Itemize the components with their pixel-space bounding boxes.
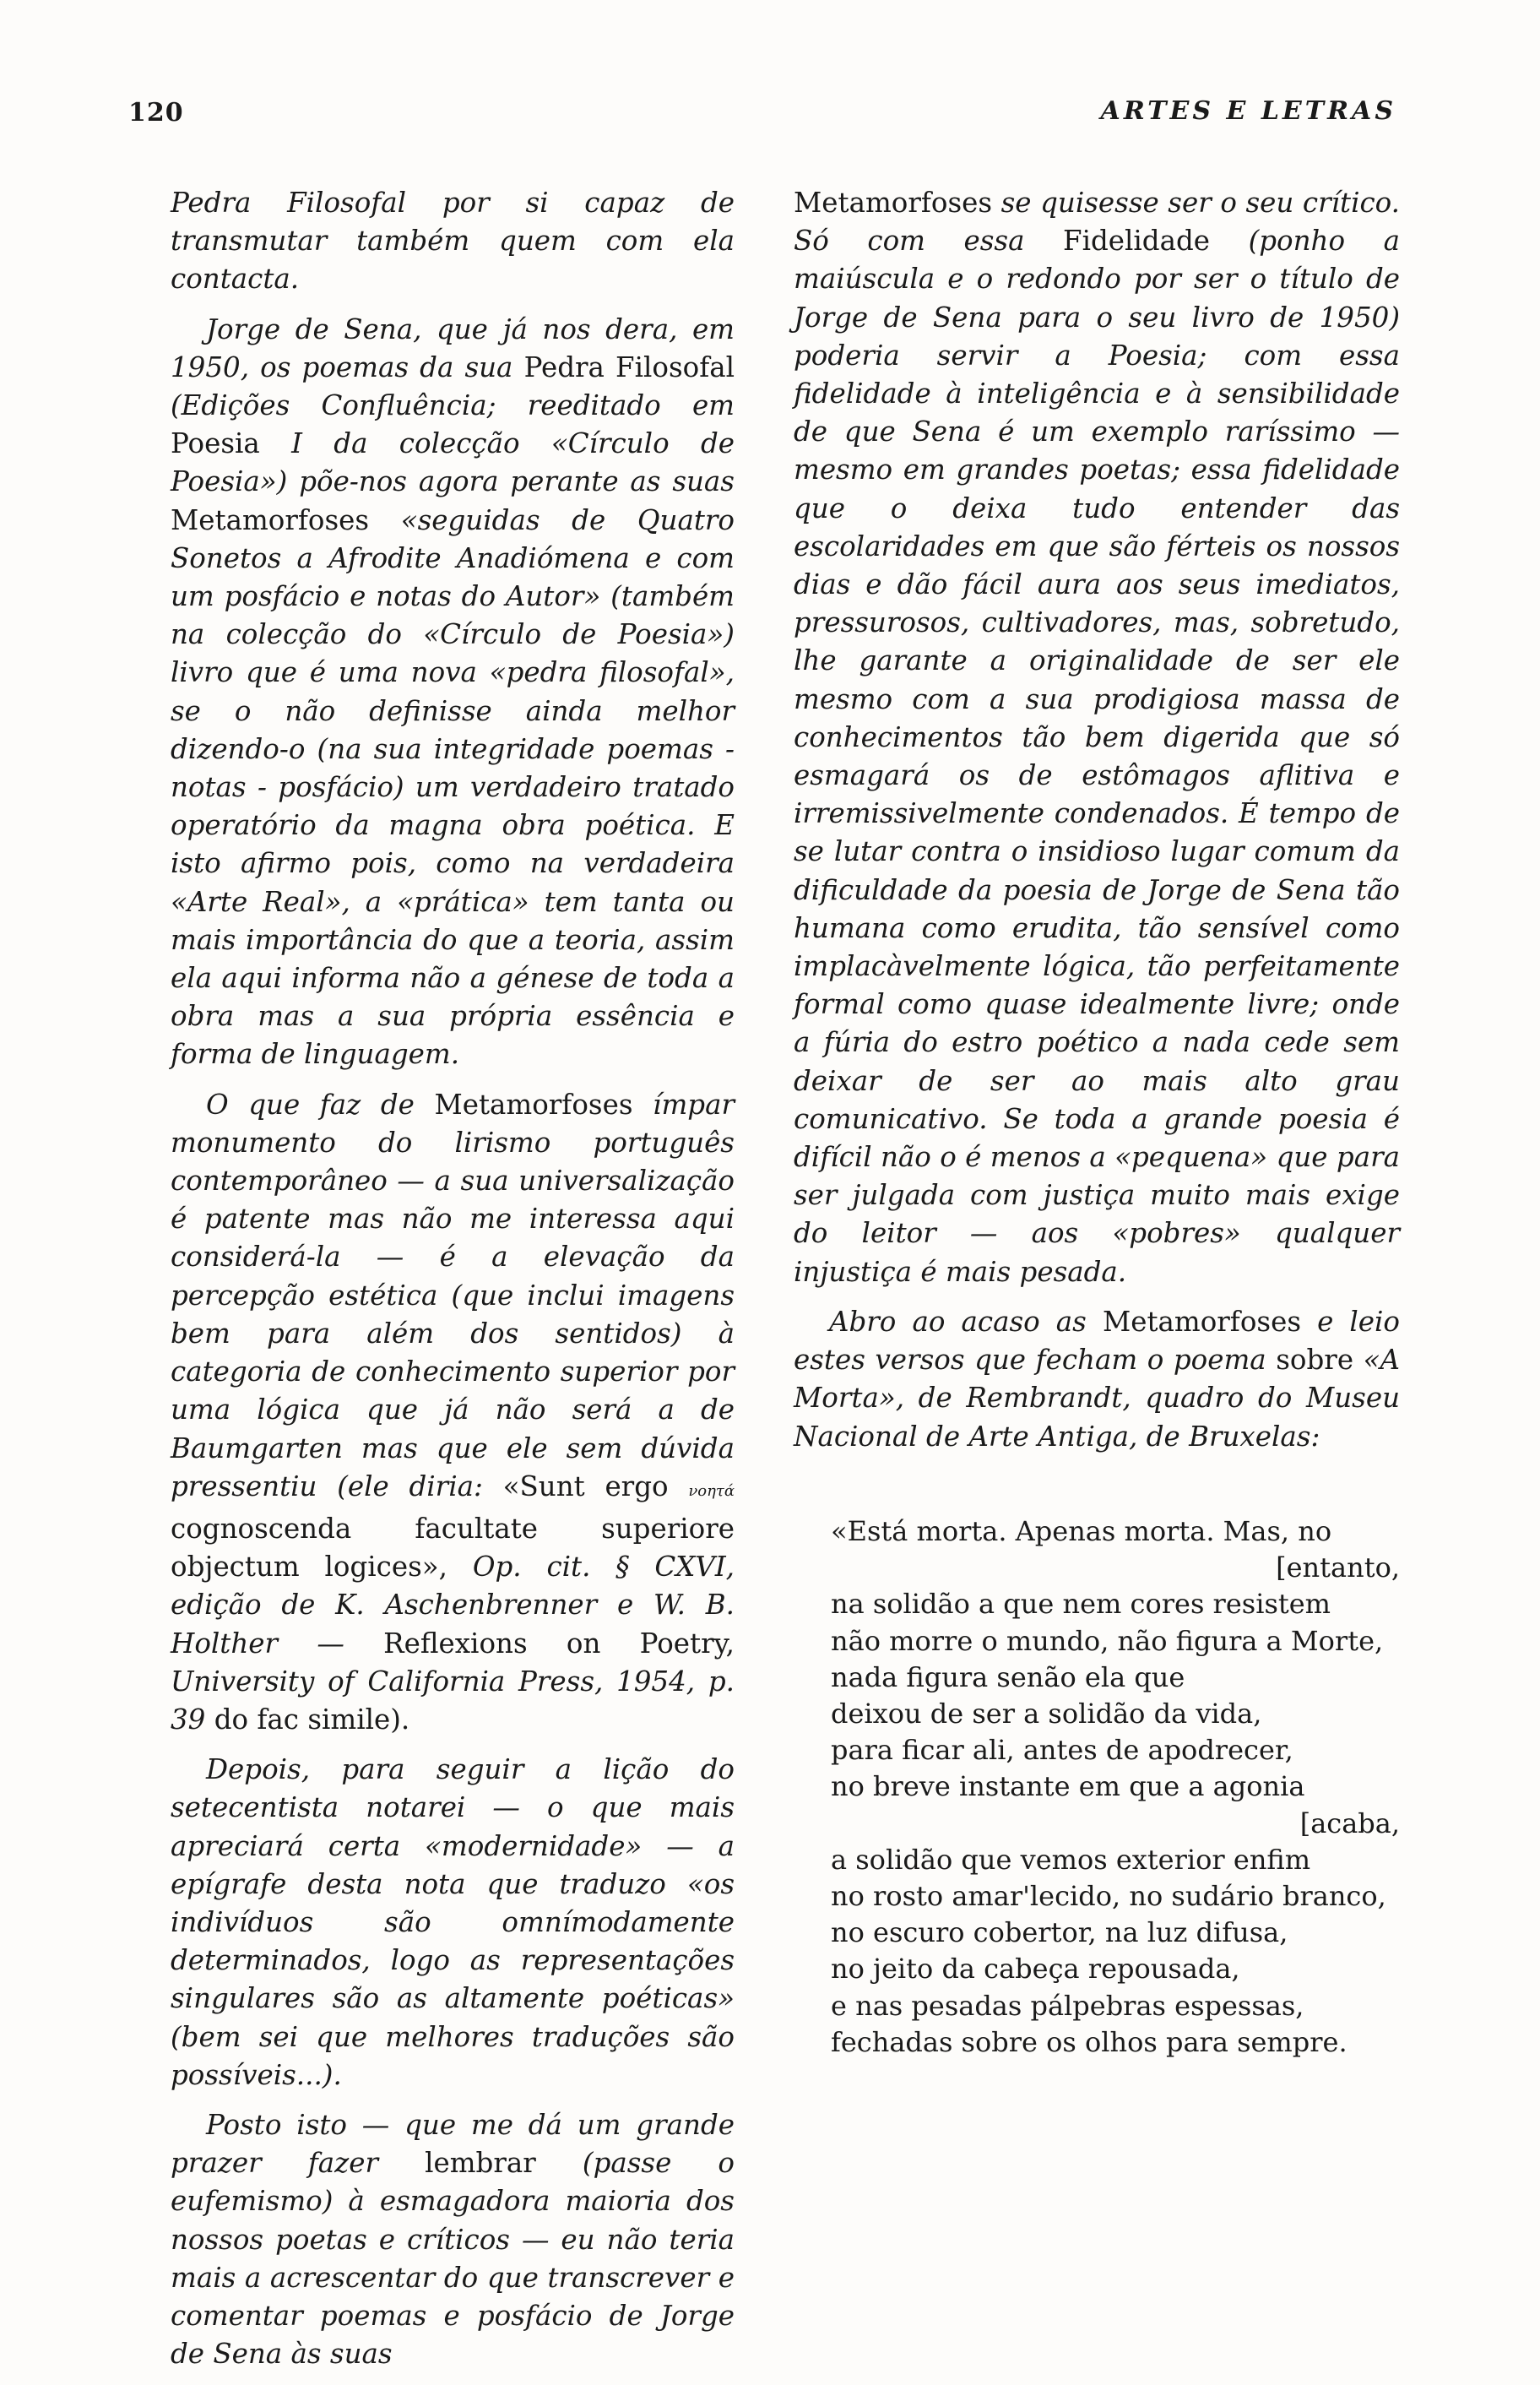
text-span: e leio estes versos que fecham o poema [794, 1305, 1400, 1377]
poem-line-continuation: [acaba, [1299, 1806, 1400, 1839]
text-span: sobre [1276, 1344, 1354, 1377]
page-number: 120 [128, 98, 184, 128]
poem-line: no rosto amar'lecido, no sudário branco, [831, 1880, 1386, 1913]
text-span: lembrar [425, 2147, 536, 2180]
book-title: Reflexions on Poetry, [383, 1627, 735, 1660]
text-span: «A Morta», de Rembrandt, quadro do Museu Nacional de Arte Antiga, de Bruxelas: [794, 1344, 1400, 1453]
paragraph-2 [171, 311, 735, 1074]
poem-line: para ficar ali, antes de apodrecer, [831, 1734, 1293, 1767]
text-span: (passe o eufemismo) à esmagadora maioria dos nossos poetas e críticos — eu não teria mais a acrescentar do que transcrever e comentar poemas e posfácio de Jorge de Sena às suas [171, 2147, 735, 2371]
book-title: Poesia [171, 427, 260, 460]
poem-line: não morre o mundo, não figura a Morte, [831, 1624, 1384, 1657]
poem-quote [831, 1513, 1400, 2061]
latin-quote: cognoscenda facultate superiore objectum logices», [171, 1512, 735, 1584]
paragraph-intro-poem [794, 1303, 1400, 1456]
poem-line: a solidão que vemos exterior enfim [831, 1843, 1311, 1876]
text-span: I da colecção «Círculo de Poesia») põe-nos agora perante as suas [171, 427, 735, 498]
paragraph-continued [794, 184, 1400, 1291]
poem-line: nada figura senão ela que [831, 1660, 1185, 1693]
text-span: «seguidas de Quatro Sonetos a Afrodite Anadiómena e com um posfácio e notas do Autor» (também na colecção do «Círculo de Poesia») livro que é uma nova «pedra filosofal», se o não definisse ainda melhor dizendo-o (na sua integridade poemas - notas - posfácio) um verdadeiro tratado operatório da magna obra poética. E isto afirmo pois, como na verdadeira «Arte Real», a «prática» tem tanta ou mais importância do que a teoria, assim ela aqui informa não a génese de toda a obra mas a sua própria essência e forma de linguagem. [171, 503, 735, 1071]
paragraph-5 [171, 2106, 735, 2373]
poem-line: no jeito da cabeça repousada, [831, 1953, 1240, 1986]
text-span: (ponho a maiúscula e o redondo por ser o título de Jorge de Sena para o seu livro de 1950) poderia servir a Poesia; com essa fidelidade à inteligência e à sensibilidade de que Sena é um exemplo raríssimo — mesmo em grandes poetas; essa fidelidade que o deixa tudo entender das escolaridades em que são férteis os nossos dias e dão fácil aura aos seus imediatos, pressurosos, cultivadores, mas, sobretudo, lhe garante a originalidade de ser ele mesmo com a sua prodigiosa massa de conhecimentos tão bem digerida que só esmagará os de estômagos aflitiva e irremissivelmente condenados. É tempo de se lutar contra o insidioso lugar comum da dificuldade da poesia de Jorge de Sena tão humana como erudita, tão sensível como implacàvelmente lógica, tão perfeitamente formal como quase idealmente livre; onde a fúria do estro poético a nada cede sem deixar de ser ao mais alto grau comunicativo. Se toda a grande poesia é difícil não o é menos a «pequena» que para ser julgada com justiça muito mais exige do leitor — aos «pobres» qualquer injustiça é mais pesada. [794, 225, 1400, 1288]
poem-line: deixou de ser a solidão da vida, [831, 1698, 1262, 1730]
text-span: Posto isto — que me dá um grande prazer fazer [171, 2108, 735, 2180]
book-title: Fidelidade [1063, 225, 1211, 258]
text-span: se quisesse ser o seu crítico. Só com essa [794, 187, 1400, 258]
text-span: Op. cit. § CXVI, edição de K. Aschenbrenner e W. B. Holther — [171, 1551, 735, 1660]
text-span: O que faz de [206, 1088, 435, 1121]
text-span: ímpar monumento do lirismo português contemporâneo — a sua universalização é patente mas não me interessa aqui considerá-la — é a elevação da percepção estética (que inclui imagens bem para além dos sentidos) à categoria de conhecimento superior por uma lógica que já não será a de Baumgarten mas que ele sem dúvida pressentiu (ele diria: [171, 1088, 735, 1502]
poem-line: no breve instante em que a agonia [831, 1770, 1305, 1803]
book-title: Metamorfoses [171, 503, 370, 536]
paragraph-4: Depois, para seguir a lição do setecentista notarei — o que mais apreciará certa «modernidade» — a epígrafe desta nota que traduzo «os indivíduos são omnímodamente determinados, logo as representações singulares são as altamente poéticas» (bem sei que melhores traduções são possíveis...). [171, 1753, 735, 2091]
right-column [794, 184, 1400, 1468]
book-title: Metamorfoses [1102, 1305, 1301, 1338]
poem-line: «Está morta. Apenas morta. Mas, no [831, 1515, 1332, 1547]
paragraph-1: Pedra Filosofal por si capaz de transmutar também quem com ela contacta. [171, 187, 735, 296]
text-span: do fac simile). [214, 1703, 410, 1736]
book-title: Pedra Filosofal [523, 350, 735, 383]
text-span: Abro ao acaso as [829, 1305, 1103, 1338]
poem-line: fechadas sobre os olhos para sempre. [831, 2025, 1348, 2058]
paragraph-3 [171, 1086, 735, 1739]
poem-line: na solidão a que nem cores resistem [831, 1588, 1331, 1621]
book-title: Metamorfoses [794, 187, 993, 219]
poem-line: no escuro cobertor, na luz difusa, [831, 1916, 1288, 1949]
text-span: (Edições Confluência; reeditado em [171, 389, 735, 422]
text-span: University of California Press, 1954, p. 39 [171, 1665, 735, 1736]
greek-word: νοητά [688, 1481, 735, 1500]
left-column [171, 184, 735, 2385]
poem-line: e nas pesadas pálpebras espessas, [831, 1989, 1304, 2022]
book-title: Metamorfoses [434, 1088, 633, 1121]
text-span: Jorge de Sena, que já nos dera, em 1950, os poemas da sua [171, 312, 735, 383]
latin-quote: «Sunt ergo [502, 1470, 689, 1502]
poem-line-continuation: [entanto, [1276, 1551, 1400, 1584]
running-head: ARTES E LETRAS [1100, 96, 1396, 126]
